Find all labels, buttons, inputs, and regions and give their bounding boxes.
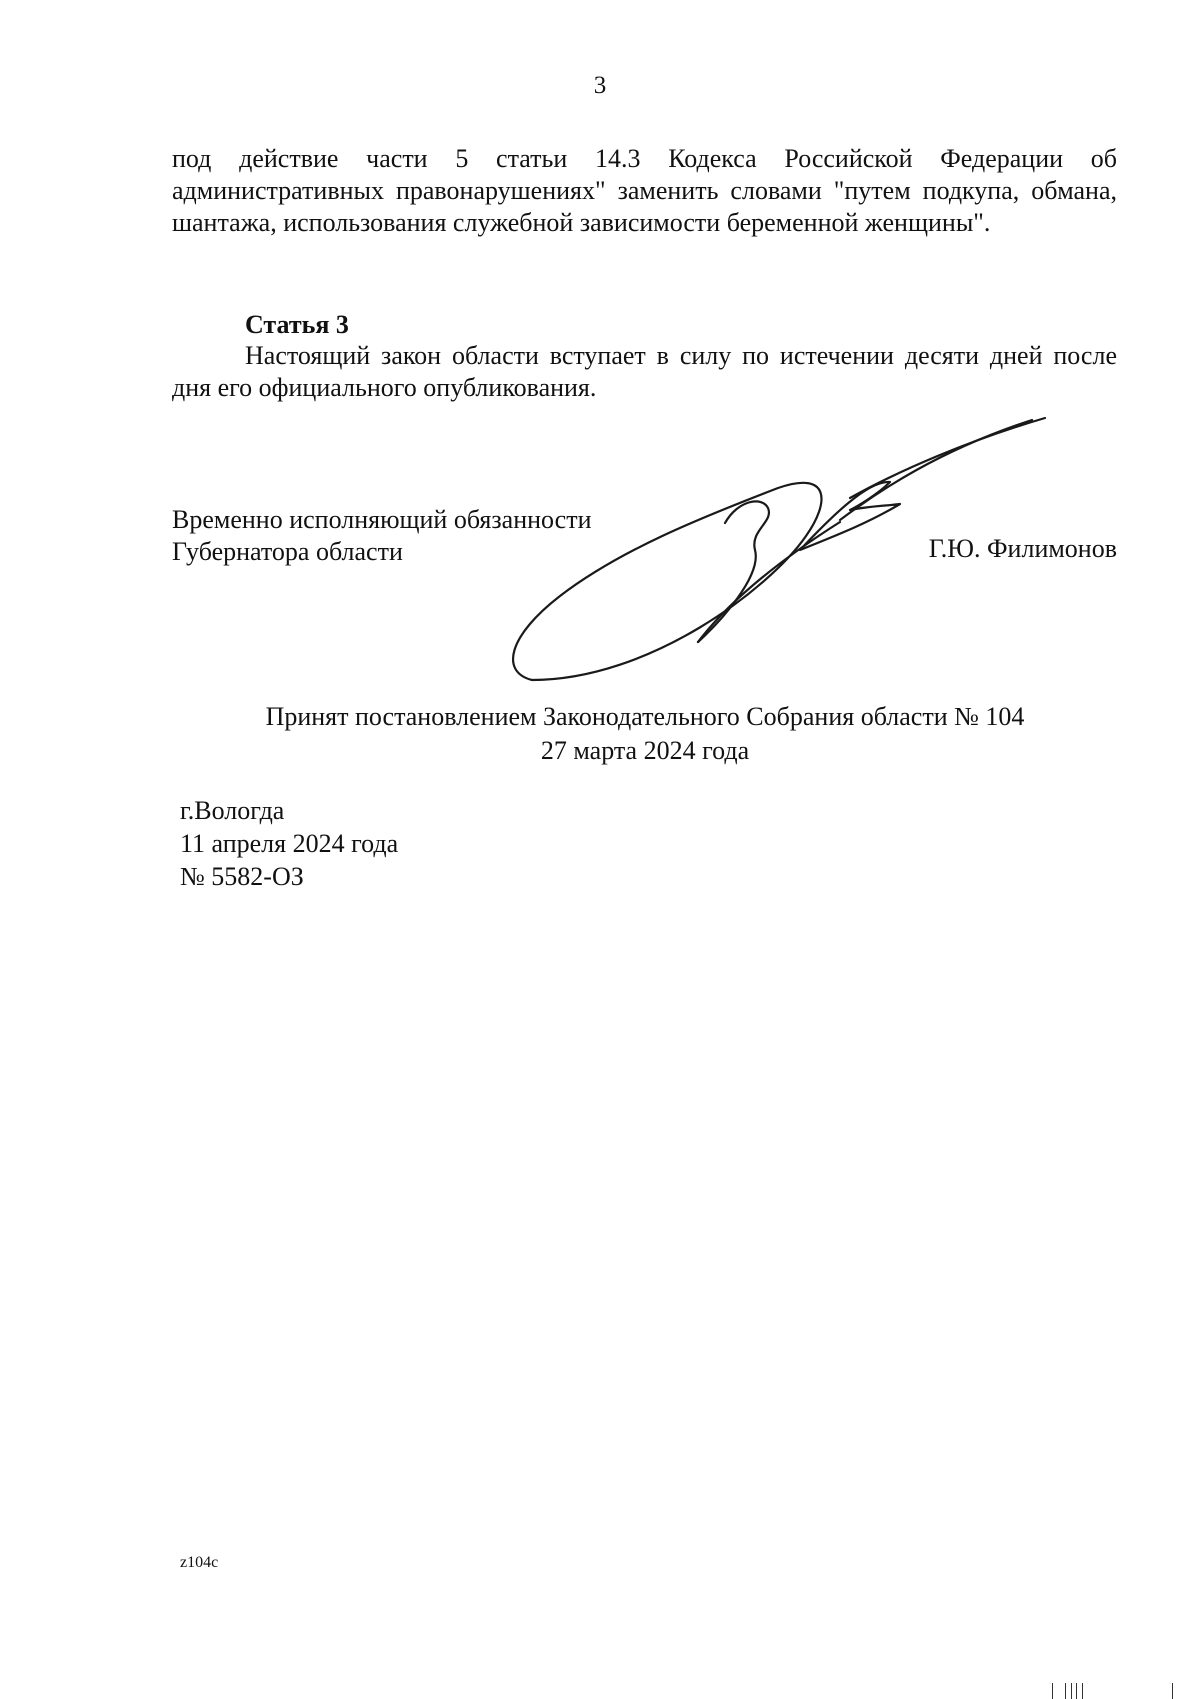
law-date: 11 апреля 2024 года [180,829,399,858]
document-code: z104c [180,1554,219,1571]
adoption-note [0,700,1200,768]
law-number: № 5582-ОЗ [180,862,304,891]
article-text: Настоящий закон области вступает в силу по истечении десяти дней после дня его официального опубликования. [172,341,1117,402]
adoption-date: 27 марта 2024 года [540,736,750,765]
page-number: 3 [593,72,607,99]
body-paragraph: под действие части 5 статьи 14.3 Кодекса Российской Федерации об административных правонарушениях" заменить словами "путем подкупа, обмана, шантажа, использования служебной зависимости беременной женщины". [172,144,1117,237]
signer-position-line2: Губернатора области [172,537,403,566]
city: г.Вологда [180,796,285,825]
article-heading: Статья 3 [245,310,349,339]
adoption-line1: Принят постановлением Законодательного Собрания области № 104 [265,702,1025,731]
signer-position-line1: Временно исполняющий обязанности [172,505,592,534]
place-date-number [180,794,398,893]
signer-name: Г.Ю. Филимонов [928,534,1117,563]
